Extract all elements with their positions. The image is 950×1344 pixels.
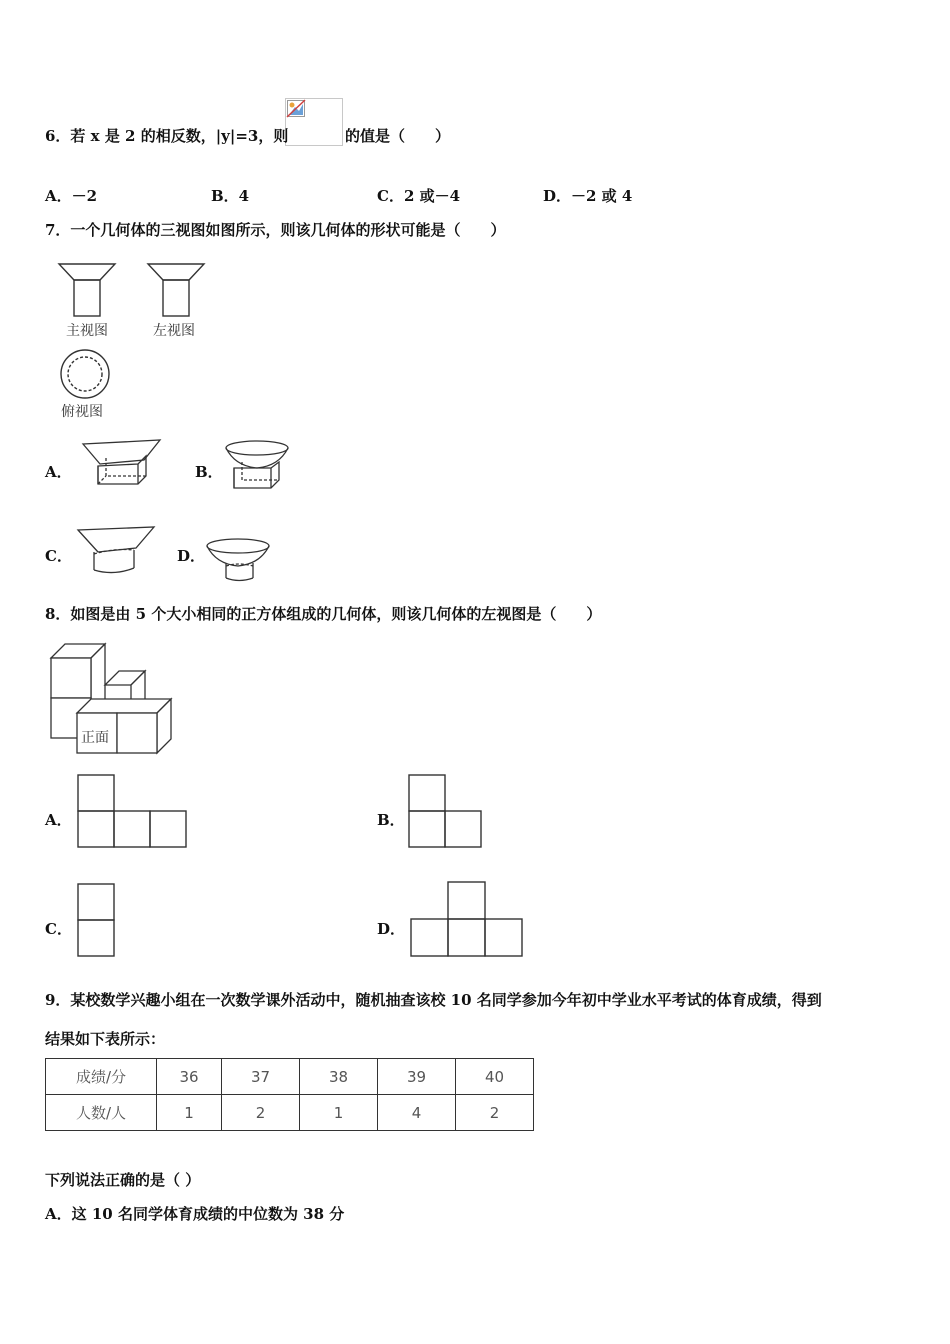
front-view-drawing [59, 264, 115, 316]
table-cell: 2 [222, 1095, 300, 1131]
q9-option-a[interactable]: A．这 10 名同学体育成绩的中位数为 38 分 [45, 1205, 345, 1223]
q9-question: 下列说法正确的是（ ） [45, 1171, 201, 1189]
q7-option-c[interactable]: C． [45, 547, 72, 565]
table-cell: 38 [300, 1059, 378, 1095]
q8-stem: 8．如图是由 5 个大小相同的正方体组成的几何体，则该几何体的左视图是（ ） [45, 605, 602, 623]
q8-option-d[interactable]: D． [377, 920, 406, 938]
q7-three-views-figure [50, 258, 220, 428]
q6-option-d[interactable]: D．－2 或 4 [543, 187, 633, 205]
q8-option-d-figure [410, 881, 528, 959]
q9-stem-line1: 9．某校数学兴趣小组在一次数学课外活动中，随机抽查该校 10 名同学参加今年初中学业水平考试的体育成绩，得到 [45, 991, 822, 1009]
q8-option-a-figure [77, 774, 192, 850]
score-table [45, 1058, 534, 1131]
table-row-scores [46, 1059, 534, 1095]
top-view-label: 俯视图 [61, 404, 103, 420]
table-cell: 2 [456, 1095, 534, 1131]
q8-option-c[interactable]: C． [45, 920, 72, 938]
q6-stem-before: 6．若 x 是 2 的相反数，|y|=3，则 [45, 127, 289, 145]
q6-option-a[interactable]: A．－2 [45, 187, 98, 205]
table-header-score: 成绩/分 [46, 1059, 157, 1095]
table-cell: 1 [157, 1095, 222, 1131]
q9-stem-line2: 结果如下表所示： [45, 1030, 166, 1048]
front-view-label: 主视图 [66, 323, 108, 339]
q6-option-b[interactable]: B．4 [211, 187, 250, 205]
side-view-drawing [148, 264, 204, 316]
q7-option-d[interactable]: D． [177, 547, 206, 565]
table-cell: 36 [157, 1059, 222, 1095]
top-view-drawing [61, 350, 109, 398]
q8-cube-assembly-figure [48, 644, 178, 756]
table-cell: 39 [378, 1059, 456, 1095]
q7-option-c-figure [76, 524, 156, 579]
broken-image-placeholder [285, 98, 343, 146]
q7-stem: 7．一个几何体的三视图如图所示，则该几何体的形状可能是（ ） [45, 221, 506, 239]
front-face-label: 正面 [81, 730, 109, 746]
q8-option-b[interactable]: B． [377, 811, 405, 829]
side-view-label: 左视图 [153, 323, 195, 339]
q6-option-c[interactable]: C．2 或－4 [377, 187, 461, 205]
q7-option-d-figure [206, 536, 276, 586]
q8-option-c-figure [77, 883, 119, 959]
q8-option-b-figure [408, 774, 488, 850]
table-cell: 1 [300, 1095, 378, 1131]
table-header-count: 人数/人 [46, 1095, 157, 1131]
table-cell: 4 [378, 1095, 456, 1131]
table-row-counts [46, 1095, 534, 1131]
broken-image-icon [287, 100, 307, 118]
q8-option-a[interactable]: A． [45, 811, 72, 829]
q7-option-a[interactable]: A． [45, 463, 72, 481]
q7-option-b-figure [225, 438, 295, 490]
q7-option-b[interactable]: B． [195, 463, 223, 481]
q6-stem-after: 的值是（ ） [345, 127, 451, 145]
table-cell: 37 [222, 1059, 300, 1095]
q7-option-a-figure [80, 436, 165, 488]
table-cell: 40 [456, 1059, 534, 1095]
